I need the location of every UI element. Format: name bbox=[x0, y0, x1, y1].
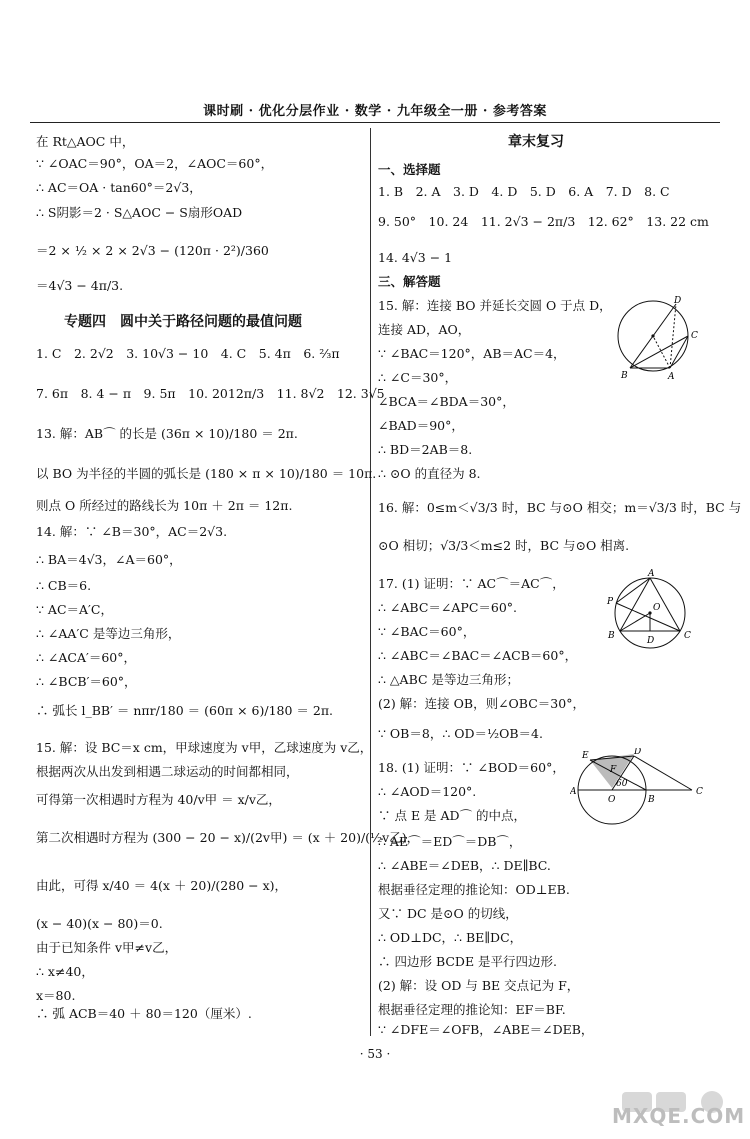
solution-line: ∠BAD＝90°， bbox=[378, 418, 464, 433]
solution-line: ∴ x≠40， bbox=[36, 964, 94, 979]
solution-line: ∴ ∠C＝30°， bbox=[378, 370, 458, 385]
solution-line: 根据两次从出发到相遇二球运动的时间都相同， bbox=[36, 764, 299, 779]
watermark-text: MXQE.COM bbox=[612, 1104, 746, 1128]
text-line: ＝4√3 − 4π/3. bbox=[36, 278, 124, 293]
header-rule bbox=[30, 122, 720, 123]
solution-line: 16. 解：0≤m＜√3/3 时，BC 与⊙O 相交；m＝√3/3 时，BC 与 bbox=[378, 500, 742, 515]
subsection-title: 一、选择题 bbox=[378, 162, 441, 177]
label-d: D bbox=[647, 636, 655, 646]
answer-line: 1. C 2. 2√2 3. 10√3 − 10 4. C 5. 4π 6. ⅔π bbox=[36, 346, 340, 361]
text-line: 在 Rt△AOC 中， bbox=[36, 134, 135, 149]
label-d: D bbox=[634, 748, 642, 757]
solution-line: ∴ ∠BCB′＝60°， bbox=[36, 674, 137, 689]
solution-line: 18. (1) 证明：∵ ∠BOD＝60°， bbox=[378, 760, 565, 775]
solution-line: (2) 解：连接 OB，则∠OBC＝30°， bbox=[378, 696, 585, 711]
solution-line: ∴ ∠ABC＝∠APC＝60°. bbox=[378, 600, 518, 615]
solution-line: ⊙O 相切；√3/3＜m≤2 时，BC 与⊙O 相离. bbox=[378, 538, 630, 553]
label-c: C bbox=[696, 787, 703, 797]
label-a: A bbox=[570, 787, 577, 797]
solution-line: 17. (1) 证明：∵ AC⌒＝AC⌒， bbox=[378, 576, 565, 591]
solution-line: ∵ ∠BAC＝120°，AB＝AC＝4， bbox=[378, 346, 566, 361]
text-line: ＝2 × ½ × 2 × 2√3 − (120π · 2²)/360 bbox=[36, 243, 269, 258]
solution-line: 由此，可得 x/40 ＝ 4(x ＋ 20)/(280 − x)， bbox=[36, 878, 287, 893]
solution-line: ∴ ∠ABC＝∠BAC＝∠ACB＝60°， bbox=[378, 648, 578, 663]
answer-line: 14. 4√3 − 1 bbox=[378, 250, 453, 265]
solution-line: ∴ OD⊥DC，∴ BE∥DC， bbox=[378, 930, 523, 945]
solution-line: 连接 AD，AO， bbox=[378, 322, 471, 337]
label-c: C bbox=[684, 631, 691, 641]
page-header: 课时刷 · 优化分层作业 · 数学 · 九年级全一册 · 参考答案 bbox=[203, 104, 547, 119]
solution-line: 可得第一次相遇时方程为 40/v甲 ＝ x/v乙， bbox=[36, 792, 281, 807]
solution-line: 根据垂径定理的推论知：EF＝BF. bbox=[378, 1002, 566, 1017]
center-dot bbox=[651, 334, 654, 337]
solution-line: ∴ AE⌒＝ED⌒＝DB⌒， bbox=[378, 834, 522, 849]
solution-line: ∴ BD＝2AB＝8. bbox=[378, 442, 473, 457]
page-number: · 53 · bbox=[359, 1047, 391, 1061]
answer-line: 7. 6π 8. 4 − π 9. 5π 10. 2012π/3 11. 8√2 12. 3√5 bbox=[36, 386, 385, 401]
solution-line: ∴ △ABC 是等边三角形； bbox=[378, 672, 520, 687]
label-d: D bbox=[674, 296, 682, 306]
text-line: ∴ S阴影＝2 · S△AOC − S扇形OAD bbox=[36, 205, 243, 220]
line-ab bbox=[620, 578, 650, 631]
solution-line: ∴ 四边形 BCDE 是平行四边形. bbox=[378, 954, 558, 969]
line-ao bbox=[653, 336, 670, 368]
solution-line: 由于已知条件 v甲≠v乙， bbox=[36, 940, 178, 955]
solution-line: ∵ ∠BAC＝60°， bbox=[378, 624, 476, 639]
solution-line: ∴ ∠ACA′＝60°， bbox=[36, 650, 137, 665]
answer-line: 1. B 2. A 3. D 4. D 5. D 6. A 7. D 8. C bbox=[378, 184, 670, 199]
solution-line: ∴ ∠AOD＝120°. bbox=[378, 784, 477, 799]
solution-line: ∠BCA＝∠BDA＝30°， bbox=[378, 394, 515, 409]
label-f: F bbox=[610, 765, 617, 775]
label-c: C bbox=[691, 331, 698, 341]
solution-line: ∴ 弧长 l_BB′ ＝ nπr/180 ＝ (60π × 6)/180 ＝ 2π. bbox=[36, 703, 334, 718]
subsection-title: 三、解答题 bbox=[378, 274, 441, 289]
figure-18-diagram bbox=[570, 748, 710, 828]
solution-line: 15. 解：设 BC＝x cm，甲球速度为 v甲，乙球速度为 v乙， bbox=[36, 740, 373, 755]
solution-line: ∴ BA＝4√3，∠A＝60°， bbox=[36, 552, 182, 567]
figure-15-diagram bbox=[608, 296, 708, 380]
label-a: A bbox=[648, 569, 655, 579]
line-bo bbox=[620, 613, 650, 631]
solution-line: x＝80. bbox=[36, 988, 76, 1003]
label-o: O bbox=[608, 795, 616, 805]
center-dot bbox=[648, 611, 651, 614]
solution-line: (x − 40)(x − 80)＝0. bbox=[36, 916, 163, 931]
line-dc bbox=[634, 756, 692, 790]
label-e: E bbox=[582, 751, 589, 761]
solution-line: 根据垂径定理的推论知：OD⊥EB. bbox=[378, 882, 570, 897]
solution-line: 15. 解：连接 BO 并延长交圆 O 于点 D， bbox=[378, 298, 612, 313]
label-angle: 60 bbox=[616, 779, 628, 789]
solution-line: ∴ CB＝6. bbox=[36, 578, 92, 593]
label-b: B bbox=[608, 631, 615, 641]
section-title: 章末复习 bbox=[508, 134, 564, 150]
line-pa bbox=[616, 578, 650, 603]
label-a: A bbox=[668, 372, 675, 380]
solution-line: 则点 O 所经过的路线长为 10π ＋ 2π ＝ 12π. bbox=[36, 498, 293, 513]
solution-line: ∴ 弧 ACB＝40 ＋ 80＝120（厘米）. bbox=[36, 1006, 252, 1021]
solution-line: ∵ AC＝A′C， bbox=[36, 602, 113, 617]
solution-line: ∵ 点 E 是 AD⌒ 的中点， bbox=[378, 808, 527, 823]
label-b: B bbox=[621, 371, 628, 380]
section-title: 专题四 圆中关于路径问题的最值问题 bbox=[64, 314, 302, 330]
solution-line: ∴ ⊙O 的直径为 8. bbox=[378, 466, 481, 481]
column-divider bbox=[370, 128, 371, 1036]
solution-line: 14. 解：∵ ∠B＝30°，AC＝2√3. bbox=[36, 524, 228, 539]
solution-line: 又∵ DC 是⊙O 的切线， bbox=[378, 906, 518, 921]
label-p: P bbox=[607, 597, 614, 607]
solution-line: ∴ ∠ABE＝∠DEB，∴ DE∥BC. bbox=[378, 858, 551, 873]
text-line: ∴ AC＝OA · tan60°＝2√3， bbox=[36, 180, 202, 195]
solution-line: ∵ ∠DFE＝∠OFB，∠ABE＝∠DEB， bbox=[378, 1022, 594, 1037]
figure-17-diagram bbox=[600, 568, 700, 658]
solution-line: 第二次相遇时方程为 (300 − 20 − x)/(2v甲) ＝ (x ＋ 20)/(½v乙)， bbox=[36, 830, 420, 845]
solution-line: 13. 解：AB⌒ 的长是 (36π × 10)/180 ＝ 2π. bbox=[36, 426, 298, 441]
answer-line: 9. 50° 10. 24 11. 2√3 − 2π/3 12. 62° 13. 22 cm bbox=[378, 214, 709, 229]
label-o: O bbox=[653, 603, 661, 613]
solution-line: ∵ OB＝8，∴ OD＝½OB＝4. bbox=[378, 726, 543, 741]
text-line: ∵ ∠OAC＝90°，OA＝2，∠AOC＝60°， bbox=[36, 156, 274, 171]
label-b: B bbox=[648, 795, 655, 805]
solution-line: ∴ ∠AA′C 是等边三角形， bbox=[36, 626, 181, 641]
solution-line: (2) 解：设 OD 与 BE 交点记为 F， bbox=[378, 978, 580, 993]
line-pc bbox=[616, 603, 680, 631]
solution-line: 以 BO 为半径的半圆的弧长是 (180 × π × 10)/180 ＝ 10π. bbox=[36, 466, 377, 481]
